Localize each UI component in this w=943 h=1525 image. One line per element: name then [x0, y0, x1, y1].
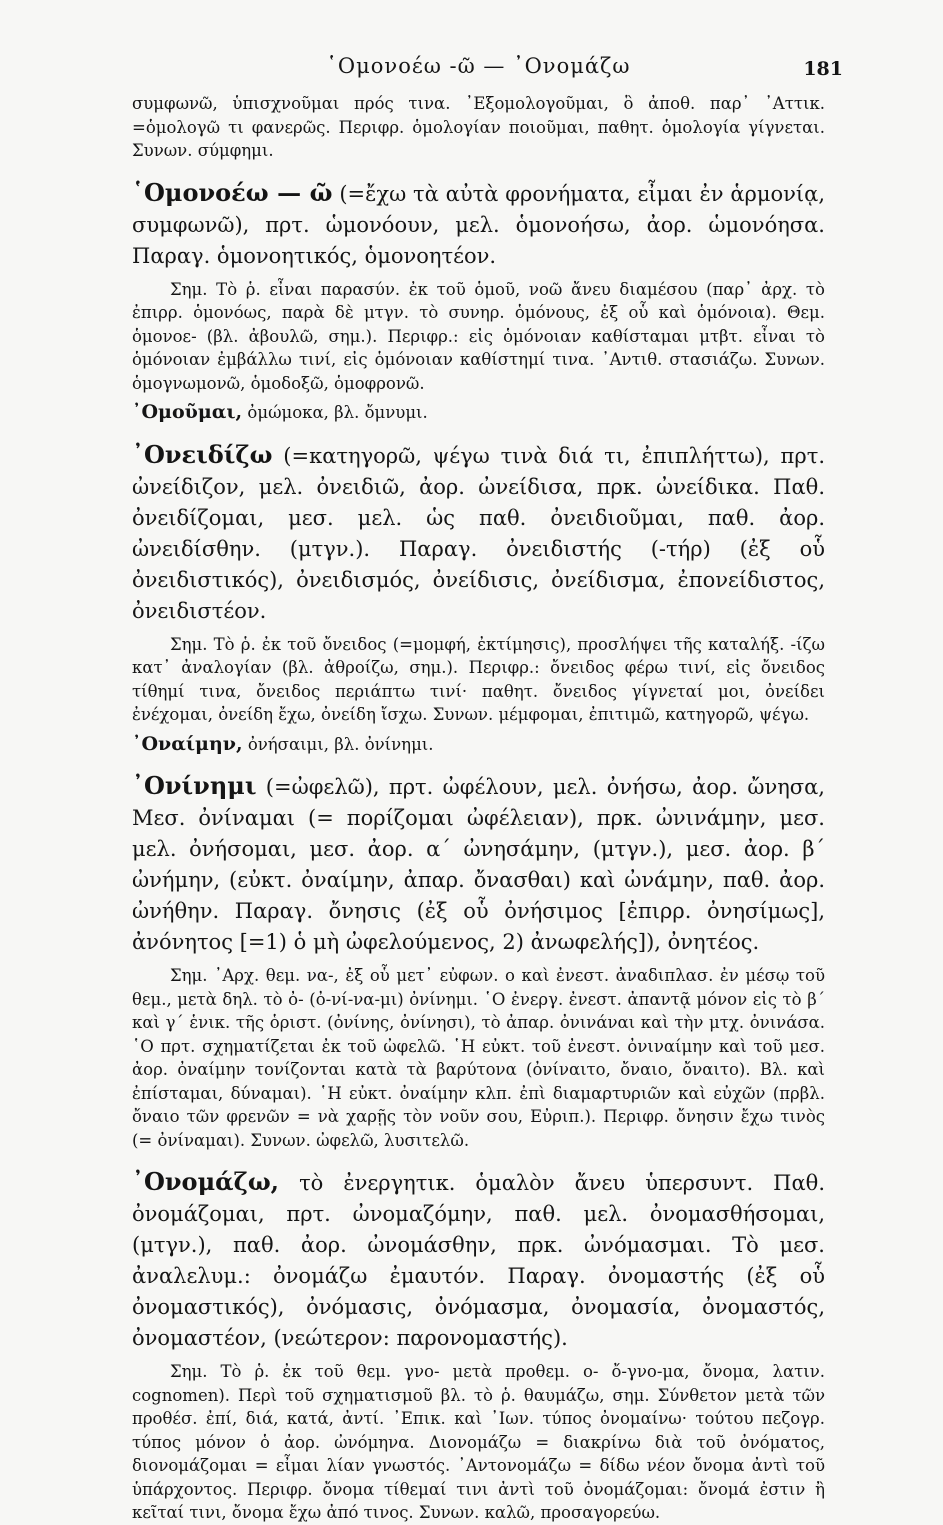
note-text: Σημ. Τὸ ῥ. ἐκ τοῦ θεμ. γνο- μετὰ προθεμ. ο- ὄ-γνο-μα, ὄνομα, λατιν. cognomen). Περὶ τοῦ σχηματισμοῦ βλ. τὸ ῥ. θαυμάζω, σημ. Σύνθετον μετὰ τῶν προθέσ. ἐπί, διά, κατά, ἀντί. ᾿Επικ. καὶ ᾿Ιων. τύπος ὀνομαίνω· τούτου πεζογρ. τύπος μόνον ὁ ἀορ. ὠνόμηνα. Διονομάζω = διακρίνω διὰ τοῦ ὀνόματος, διονομάζομαι = εἶμαι λίαν γνωστός. ᾿Αντονομάζω = δίδω νέον ὄνομα ἀντὶ τοῦ ὑπάρχοντος. Περιφρ. ὄνομα τίθεμαί τινι ἀντὶ τοῦ ὀνομάζομαι: ὄνομά ἐστιν ἢ κεῖταί τινι, ὄνομα ἔχω ἀπό τινος. Συνων. καλῶ, προσαγορεύω.: [132, 1362, 825, 1522]
headword: ᾿Ομοῦμαι,: [132, 401, 243, 423]
entry-onaimen: [132, 733, 825, 757]
headword: ᾿Οναίμην,: [132, 732, 243, 755]
note-text: Σημ. Τὸ ῥ. εἶναι παρασύν. ἐκ τοῦ ὁμοῦ, νοῶ ἄνευ διαμέσου (παρ᾿ ἀρχ. τὸ ἐπιρρ. ὁμονόως, παρὰ δὲ μτγν. τὸ συνηρ. ὁμόνους, ἐξ οὗ καὶ ὁμόνοια). Θεμ. ὁμονοε- (βλ. ἀβουλῶ, σημ.). Περιφρ.: εἰς ὁμόνοιαν καθίσταμαι μτβτ. εἶναι τὸ ὁμόνοιαν ἐμβάλλω τινί, εἰς ὁμόνοιαν καθίστημί τινα. ᾿Αντιθ. στασιάζω. Συνων. ὁμογνωμονῶ, ὁμοδοξῶ, ὁμοφρονῶ.: [132, 279, 825, 393]
headword: ᾿Ονομάζω,: [132, 1167, 280, 1196]
entry-omonoeo: [132, 177, 825, 272]
entry-oneidizo: [132, 439, 825, 627]
entry-oninemi: [132, 770, 825, 958]
entry-text: ὀνήσαιμι, βλ. ὀνίνημι.: [247, 734, 434, 754]
entry-oneidizo-note: [132, 633, 825, 727]
entry-text: (=κατηγορῶ, ψέγω τινὰ διά τι, ἐπιπλήττω), πρτ. ὠνείδιζον, μελ. ὀνειδιῶ, ἀορ. ὠνείδισα, πρκ. ὠνείδικα. Παθ. ὀνειδίζομαι, μεσ. μελ. ὡς παθ. ὀνειδιοῦμαι, παθ. ἀορ. ὠνειδίσθην. (μτγν.). Παραγ. ὀνειδιστής (-τήρ) (ἐξ οὗ ὀνειδιστικός), ὀνειδισμός, ὀνείδισις, ὀνείδισμα, ἐπονείδιστος, ὀνειδιστέον.: [132, 443, 825, 623]
running-head-title: ῾Ομονοέω -ῶ — ᾿Ονομάζω: [326, 54, 631, 78]
note-text: Σημ. ᾿Αρχ. θεμ. να-, ἐξ οὗ μετ᾿ εὐφων. ο καὶ ἐνεστ. ἀναδιπλασ. ἐν μέσῳ τοῦ θεμ., μετὰ δηλ. τὸ ὀ- (ὀ-νί-να-μι) ὀνίνημι. ῾Ο ἐνεργ. ἐνεστ. ἀπαντᾷ μόνον εἰς τὸ β´ καὶ γ´ ἑνικ. τῆς ὁριστ. (ὀνίνης, ὀνίνησι), τὸ ἀπαρ. ὀνινάναι καὶ τὴν μτχ. ὀνινάσα. ῾Ο πρτ. σχηματίζεται ἐκ τοῦ ὠφελῶ. ῾Η εὐκτ. τοῦ ἐνεστ. ὀνιναίμην καὶ τοῦ μεσ. ἀορ. ὀναίμην τονίζονται κατὰ τὰ βαρύτονα (ὀνίναιτο, ὄναιο, ὄναιτο). Βλ. καὶ ἐπίσταμαι, δύναμαι). ῾Η εὐκτ. ὀναίμην κλπ. ἐπὶ διαμαρτυριῶν καὶ εὐχῶν (πρβλ. ὄναιο τῶν φρενῶν = νὰ χαρῇς τὸν νοῦν σου, Εὐριπ.). Περιφρ. ὄνησιν ἔχω τινὸς (= ὀνίναμαι). Συνων. ὠφελῶ, λυσιτελῶ.: [132, 966, 825, 1150]
entry-text: (=ὠφελῶ), πρτ. ὠφέλουν, μελ. ὀνήσω, ἀορ. ὤνησα, Μεσ. ὀνίναμαι (= πορίζομαι ὠφέλειαν), πρκ. ὠνινάμην, μεσ. μελ. ὀνήσομαι, μεσ. ἀορ. α´ ὠνησάμην, (μτγν.), μεσ. ἀορ. β´ ὠνήμην, (εὐκτ. ὀναίμην, ἀπαρ. ὄνασθαι) καὶ ὠνάμην, παθ. ἀορ. ὠνήθην. Παραγ. ὄνησις (ἐξ οὗ ὀνήσιμος [ἐπιρρ. ὀνησίμως], ἀνόνητος [=1) ὁ μὴ ὠφελούμενος, 2) ἀνωφελής]), ὀνητέος.: [132, 775, 825, 954]
note-text: Σημ. Τὸ ῥ. ἐκ τοῦ ὄνειδος (=μομφή, ἐκτίμησις), προσλήψει τῆς καταλήξ. -ίζω κατ᾿ ἀναλογίαν (βλ. ἀθροίζω, σημ.). Περιφρ.: ὄνειδος φέρω τινί, εἰς ὄνειδος τίθημί τινα, ὄνειδος περιάπτω τινί· παθητ. ὄνειδος γίγνεταί μοι, ὀνείδει ἐνέχομαι, ὀνείδη ἔχω, ὀνείδη ἴσχω. Συνων. μέμφομαι, ἐπιτιμῶ, κατηγορῶ, ψέγω.: [132, 634, 825, 724]
entry-continuation: [132, 92, 825, 163]
entry-onomazo: [132, 1166, 825, 1354]
entry-text: ὀμώμοκα, βλ. ὄμνυμι.: [247, 403, 428, 422]
entry-text: (=ἔχω τὰ αὐτὰ φρονήματα, εἶμαι ἐν ἁρμονίᾳ, συμφωνῶ), πρτ. ὡμονόουν, μελ. ὁμονοήσω, ἀορ. ὡμονόησα. Παραγ. ὁμονοητικός, ὁμονοητέον.: [132, 181, 825, 268]
headword: ᾿Ονειδίζω: [132, 439, 273, 469]
entry-omoumai: [132, 401, 825, 425]
entry-oninemi-note: [132, 964, 825, 1152]
headword: ᾿Ονίνημι: [132, 771, 257, 800]
headword: ῾Ομονοέω — ῶ: [132, 177, 333, 207]
running-head: [132, 48, 843, 92]
page-number: 181: [803, 58, 843, 80]
entry-text: συμφωνῶ, ὑπισχνοῦμαι πρός τινα. ᾿Εξομολογοῦμαι, ὃ ἀποθ. παρ᾿ ᾿Αττικ. =ὁμολογῶ τι φανερῶς. Περιφρ. ὁμολογίαν ποιοῦμαι, παθητ. ὁμολογία γίγνεται. Συνων. σύμφημι.: [132, 94, 825, 160]
entry-text: τὸ ἐνεργητικ. ὁμαλὸν ἄνευ ὑπερσυντ. Παθ. ὀνομάζομαι, πρτ. ὠνομαζόμην, παθ. μελ. ὀνομασθήσομαι, (μτγν.), παθ. ἀορ. ὠνομάσθην, πρκ. ὠνόμασμαι. Τὸ μεσ. ἀναλελυμ.: ὀνομάζω ἐμαυτόν. Παραγ. ὀνομαστής (ἐξ οὗ ὀνομαστικός), ὀνόμασις, ὀνόμασμα, ὀνομασία, ὀνομαστός, ὀνομαστέον, (νεώτερον: παρονομαστής).: [132, 1171, 825, 1350]
entry-omonoeo-note: [132, 278, 825, 396]
